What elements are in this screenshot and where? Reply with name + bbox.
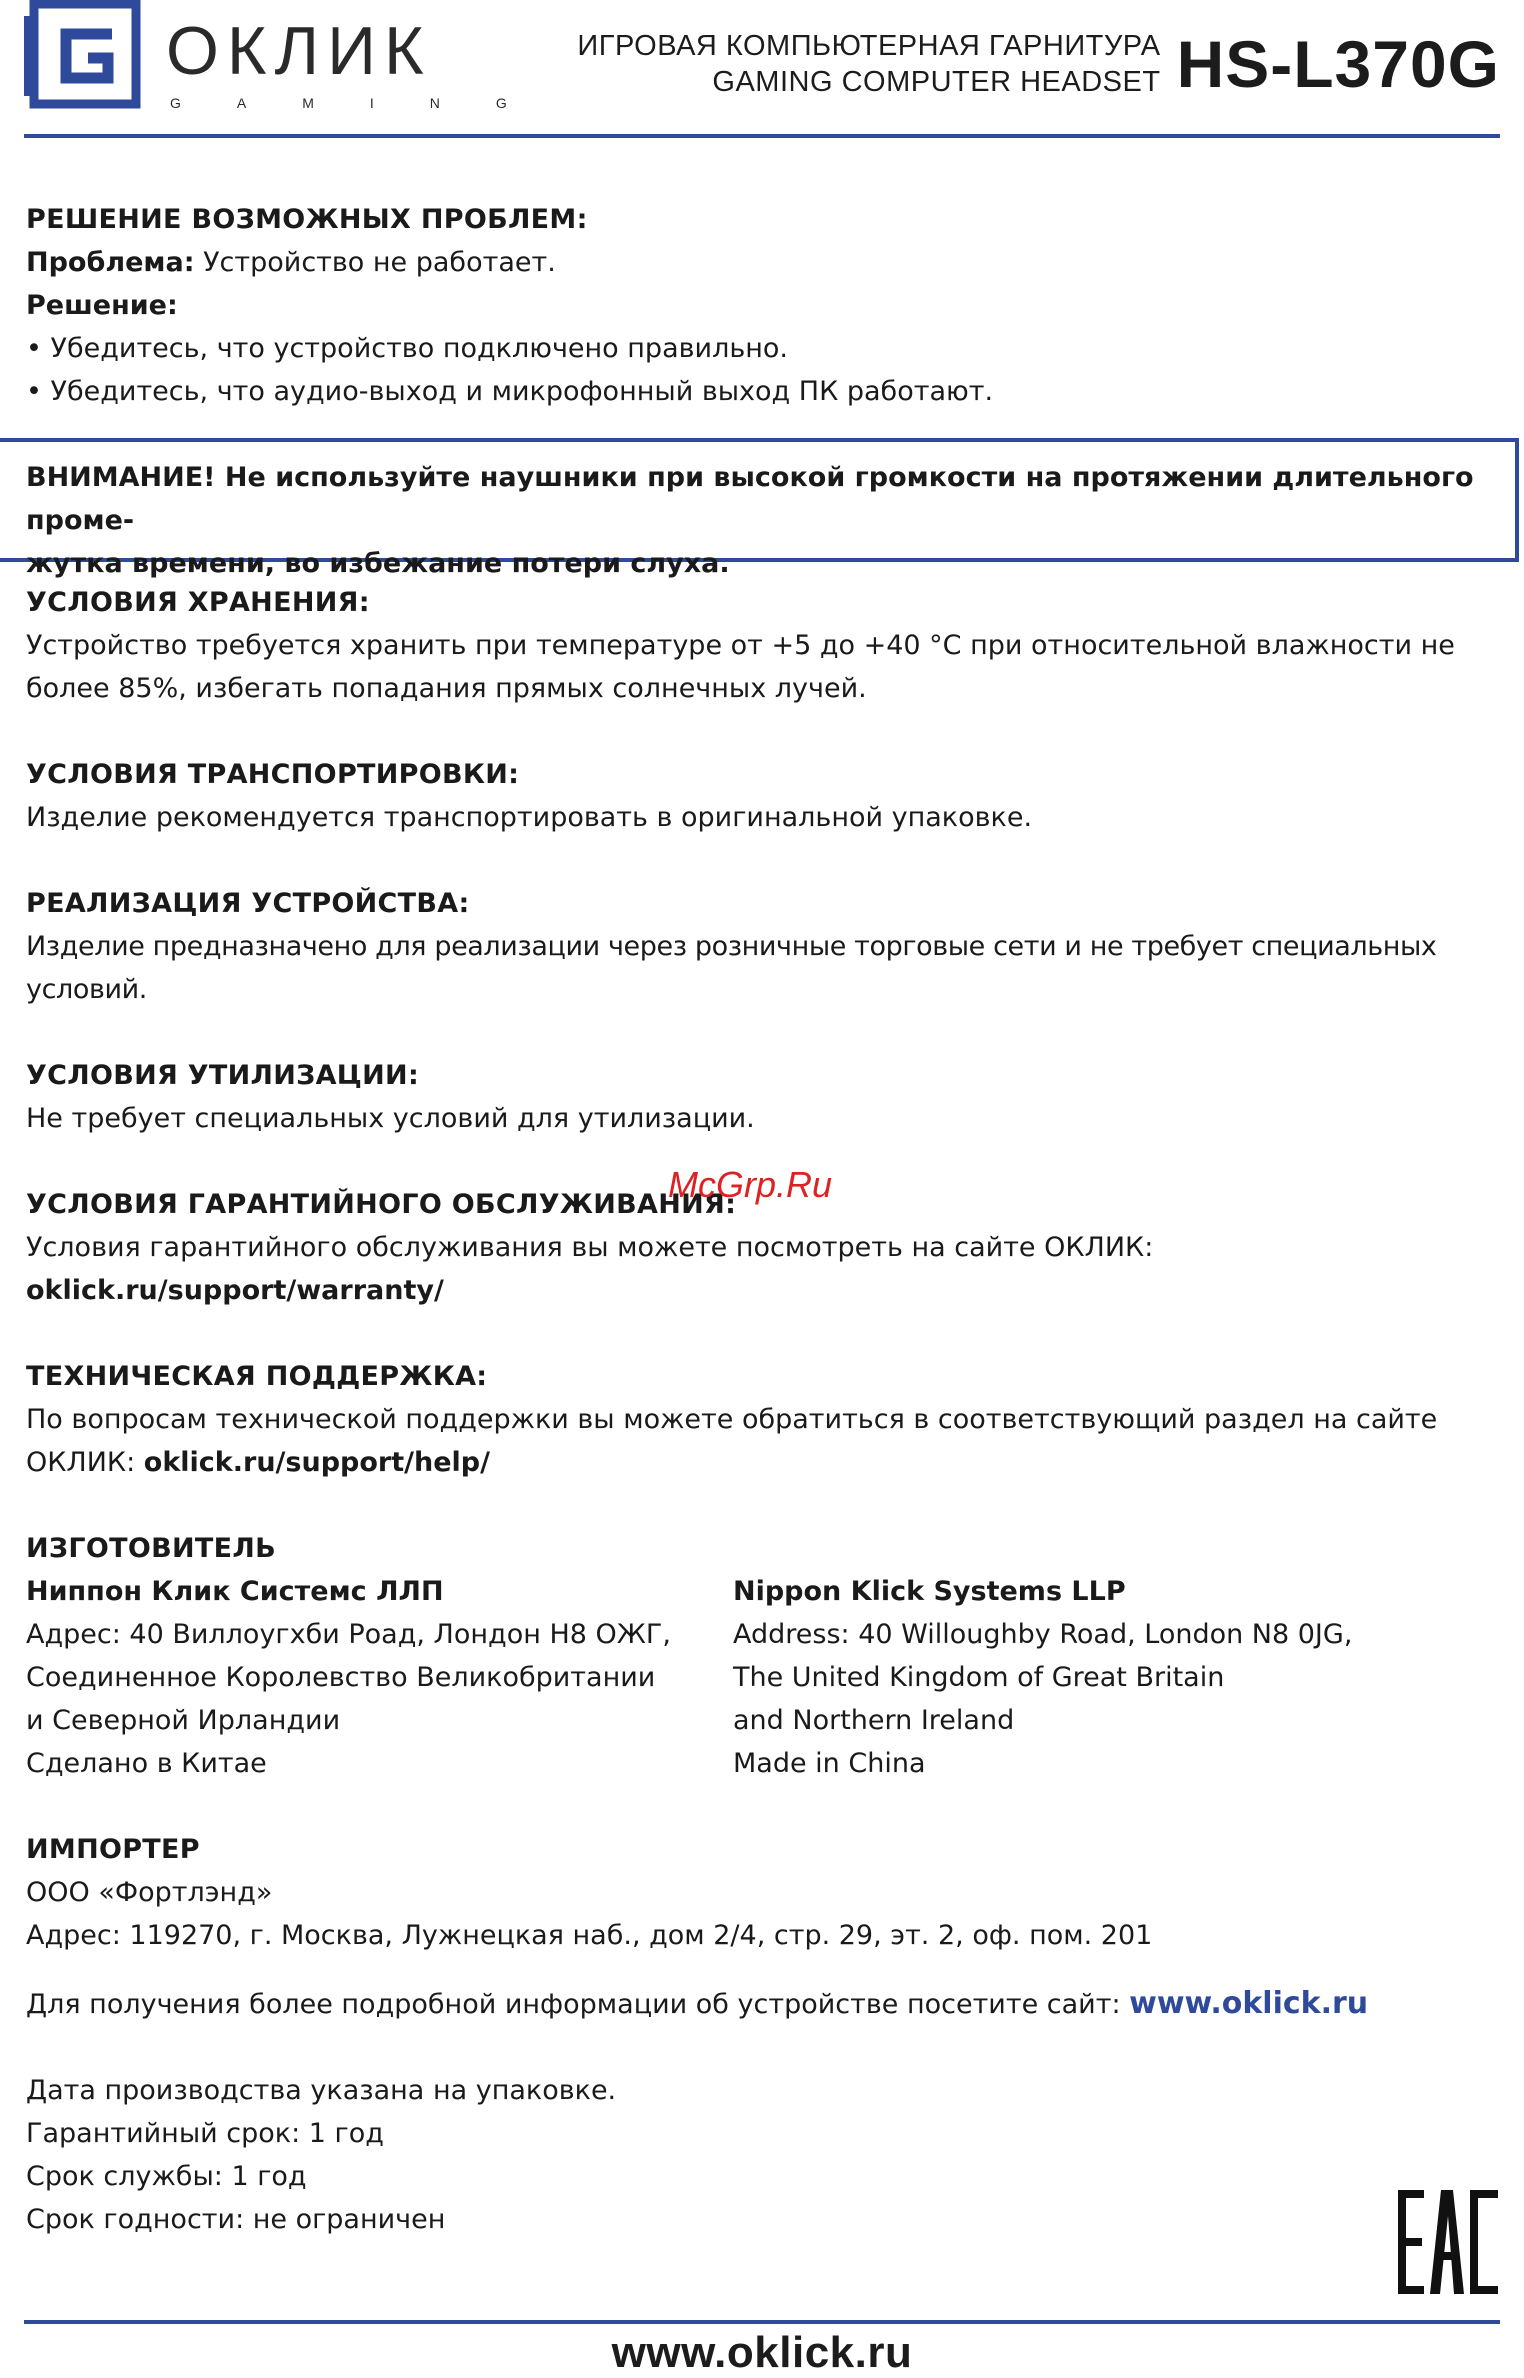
importer-heading: ИМПОРТЕР [26,1834,200,1865]
support-heading: ТЕХНИЧЕСКАЯ ПОДДЕРЖКА: [26,1361,488,1392]
manufacturer-ru: Ниппон Клик Системс ЛЛП Адрес: 40 Виллоугхби Роад, Лондон Н8 ОЖГ, Соединенное Королевство Великобритании и Северной Ирландии Сделано в Китае [26,1576,671,1779]
model-number: HS-L370G [1176,27,1500,101]
watermark: McGrp.Ru [668,1164,833,1205]
disposal-heading: УСЛОВИЯ УТИЛИЗАЦИИ: [26,1060,420,1091]
warranty-link[interactable]: oklick.ru/support/warranty/ [26,1275,444,1306]
date-line: Срок годности: не ограничен [26,2204,446,2235]
storage-text: более 85%, избегать попадания прямых солнечных лучей. [26,673,867,704]
sale-text: Изделие предназначено для реализации через розничные торговые сети и не требует специальных условий. [26,931,1437,1005]
warning-text: ВНИМАНИЕ! Не используйте наушники при высокой громкости на протяжении длительного проме- жутка времени, во избежание потери слуха. [26,462,1474,579]
support-text: ОКЛИК: oklick.ru/support/help/ [26,1447,490,1478]
info-sections [26,581,1500,2241]
eac-mark-icon [1396,2190,1500,2294]
brand-name: ОКЛИК [166,13,432,89]
sale-heading: РЕАЛИЗАЦИЯ УСТРОЙСТВА: [26,888,470,919]
solution-item: • Убедитесь, что аудио-выход и микрофонный выход ПК работают. [26,376,994,407]
product-title-en: GAMING COMPUTER HEADSET [712,66,1161,98]
troubleshooting-heading: РЕШЕНИЕ ВОЗМОЖНЫХ ПРОБЛЕМ: [26,204,588,235]
support-text: По вопросам технической поддержки вы можете обратиться в соответствующий раздел на сайте [26,1404,1438,1435]
disposal-text: Не требует специальных условий для утилизации. [26,1103,755,1134]
page-header [24,0,1500,134]
transport-text: Изделие рекомендуется транспортировать в оригинальной упаковке. [26,802,1033,833]
importer-name: ООО «Фортлэнд» [26,1877,273,1908]
transport-heading: УСЛОВИЯ ТРАНСПОРТИРОВКИ: [26,759,520,790]
date-line: Гарантийный срок: 1 год [26,2118,384,2149]
date-line: Дата производства указана на упаковке. [26,2075,617,2106]
manufacturer-en: Nippon Klick Systems LLP Address: 40 Willoughby Road, London N8 0JG, The United Kingdom of Great Britain and Northern Ireland Made in China [733,1576,1353,1779]
footer-divider [24,2320,1500,2324]
storage-heading: УСЛОВИЯ ХРАНЕНИЯ: [26,587,370,618]
oklick-wordmark [164,10,563,111]
problem-line: Проблема: Устройство не работает. [26,247,556,278]
troubleshooting-section [26,198,1500,413]
warning-box [0,438,1519,579]
importer-address: Адрес: 119270, г. Москва, Лужнецкая наб., дом 2/4, стр. 29, эт. 2, оф. пом. 201 [26,1920,1153,1951]
warning-label: ВНИМАНИЕ! [26,462,216,493]
oklick-logo-icon [24,0,144,112]
footer-url[interactable]: www.oklick.ru [611,2328,913,2377]
storage-text: Устройство требуется хранить при температуре от +5 до +40 °C при относительной влажности не [26,630,1455,661]
brand-sub: GAMING [170,95,563,111]
header-divider [24,134,1500,138]
date-line: Срок службы: 1 год [26,2161,307,2192]
product-title-ru: ИГРОВАЯ КОМПЬЮТЕРНАЯ ГАРНИТУРА [577,30,1161,62]
manufacturer-heading: ИЗГОТОВИТЕЛЬ [26,1533,276,1564]
warranty-text: Условия гарантийного обслуживания вы можете посмотреть на сайте ОКЛИК: oklick.ru/support/warranty/ [26,1232,1154,1306]
solution-item: • Убедитесь, что устройство подключено правильно. [26,333,788,364]
warranty-heading: УСЛОВИЯ ГАРАНТИЙНОГО ОБСЛУЖИВАНИЯ: [26,1189,737,1220]
solution-label: Решение: [26,290,178,321]
site-link[interactable]: www.oklick.ru [1129,1986,1369,2021]
more-info-line: Для получения более подробной информации об устройстве посетите сайт: www.oklick.ru [26,1986,1369,2021]
support-link[interactable]: oklick.ru/support/help/ [143,1447,490,1478]
manufacturer-columns [26,1570,1500,1785]
